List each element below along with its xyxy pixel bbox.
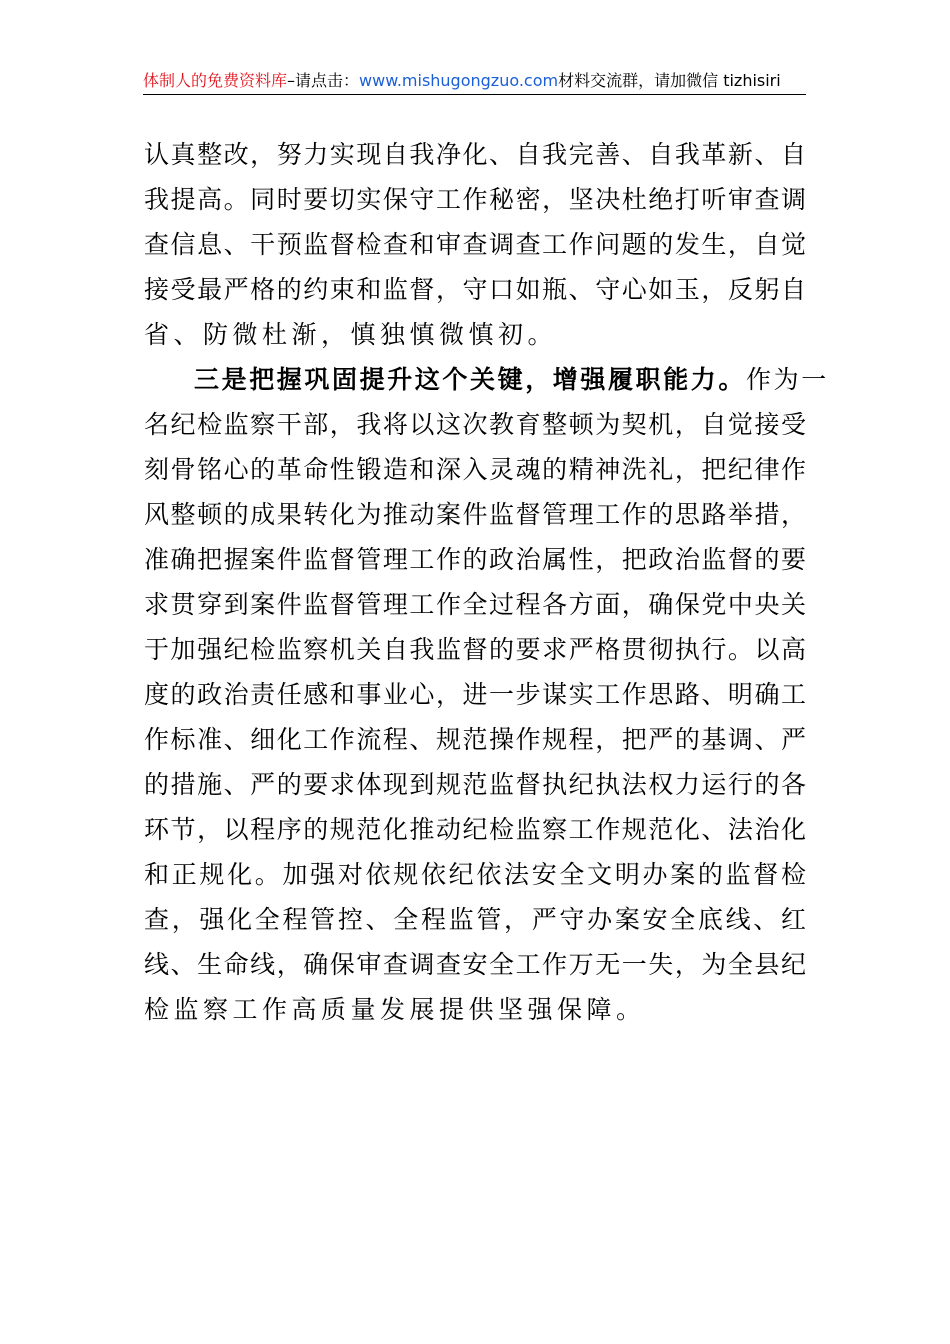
text-line: 环节，以程序的规范化推动纪检监察工作规范化、法治化	[144, 815, 806, 844]
text-line: 作标准、细化工作流程、规范操作规程，把严的基调、严	[144, 725, 806, 754]
text-line: 我提高。同时要切实保守工作秘密，坚决杜绝打听审查调	[144, 185, 806, 214]
text-line: 检监察工作高质量发展提供坚强保障。	[144, 995, 646, 1024]
header-divider	[143, 94, 806, 95]
header-brand: 体制人的免费资料库	[143, 71, 288, 90]
text-line: 求贯穿到案件监督管理工作全过程各方面，确保党中央关	[144, 590, 806, 619]
document-body	[144, 132, 829, 1032]
header-separator: –请点击：	[287, 71, 360, 90]
header-url-link[interactable]: www.mishugongzuo.com	[359, 71, 559, 90]
text-line: 风整顿的成果转化为推动案件监督管理工作的思路举措，	[144, 500, 806, 529]
paragraph-lead-rest: 作为一	[746, 365, 829, 394]
text-line: 省、防微杜渐，慎独慎微慎初。	[144, 320, 558, 349]
header-tail: 材料交流群，请加微信 tizhisiri	[558, 71, 781, 90]
text-line: 刻骨铭心的革命性锻造和深入灵魂的精神洗礼，把纪律作	[144, 455, 806, 484]
text-line: 和正规化。加强对依规依纪依法安全文明办案的监督检	[144, 860, 806, 889]
paragraph-lead-bold: 三是把握巩固提升这个关键，增强履职能力。	[194, 365, 747, 394]
text-line: 的措施、严的要求体现到规范监督执纪执法权力运行的各	[144, 770, 806, 799]
text-line: 认真整改，努力实现自我净化、自我完善、自我革新、自	[144, 140, 806, 169]
text-line: 度的政治责任感和事业心，进一步谋实工作思路、明确工	[144, 680, 806, 709]
text-line: 于加强纪检监察机关自我监督的要求严格贯彻执行。以高	[144, 635, 806, 664]
page-header	[143, 68, 806, 94]
text-line: 接受最严格的约束和监督，守口如瓶、守心如玉，反躬自	[144, 275, 806, 304]
text-line: 准确把握案件监督管理工作的政治属性，把政治监督的要	[144, 545, 806, 574]
text-line-lead	[144, 357, 829, 402]
text-line: 查信息、干预监督检查和审查调查工作问题的发生，自觉	[144, 230, 806, 259]
text-line: 名纪检监察干部，我将以这次教育整顿为契机，自觉接受	[144, 410, 806, 439]
paragraph-2	[144, 357, 829, 1032]
text-line: 查，强化全程管控、全程监管，严守办案安全底线、红	[144, 905, 806, 934]
paragraph-1	[144, 132, 806, 357]
text-line: 线、生命线，确保审查调查安全工作万无一失，为全县纪	[144, 950, 806, 979]
